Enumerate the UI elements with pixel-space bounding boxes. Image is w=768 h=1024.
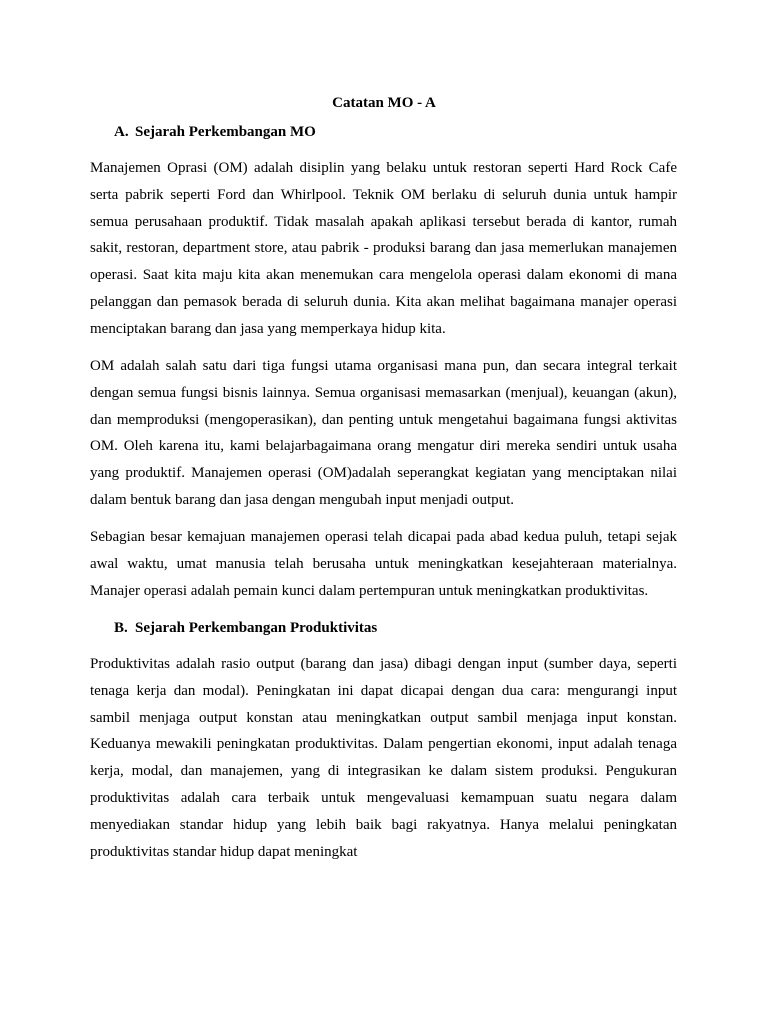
section-title: Sejarah Perkembangan MO <box>135 124 316 140</box>
section-number: A. <box>114 124 129 140</box>
section-number: B. <box>114 620 128 636</box>
paragraph-3: Sebagian besar kemajuan manajemen operasi telah dicapai pada abad kedua puluh, tetapi sejak awal waktu, umat manusia telah berusaha untuk meningkatkan kesejahteraan materialnya. Manajer operasi adalah pemain kunci dalam pertempuran untuk meningkatkan produktivitas. <box>90 529 677 599</box>
paragraph-1: Manajemen Oprasi (OM) adalah disiplin yang belaku untuk restoran seperti Hard Rock Cafe serta pabrik seperti Ford dan Whirlpool. Teknik OM berlaku di seluruh dunia untuk hampir semua perusahaan produktif. Tidak masalah apakah aplikasi tersebut berada di kantor, rumah sakit, restoran, department store, atau pabrik - produksi barang dan jasa memerlukan manajemen operasi. Saat kita maju kita akan menemukan cara mengelola operasi dalam ekonomi di mana pelanggan dan pemasok berada di seluruh dunia. Kita akan melihat bagaimana manajer operasi menciptakan barang dan jasa yang memperkaya hidup kita. <box>90 160 677 337</box>
section-title: Sejarah Perkembangan Produktivitas <box>135 620 378 636</box>
section-heading-b <box>114 618 377 638</box>
document-title: Catatan MO - A <box>332 95 436 111</box>
paragraph-2: OM adalah salah satu dari tiga fungsi utama organisasi mana pun, dan secara integral terkait dengan semua fungsi bisnis lainnya. Semua organisasi memasarkan (menjual), keuangan (akun), dan memproduksi (mengoperasikan), dan penting untuk mengetahui bagaimana fungsi aktivitas OM. Oleh karena itu, kami belajarbagaimana orang mengatur diri mereka sendiri untuk usaha yang produktif. Manajemen operasi (OM)adalah seperangkat kegiatan yang menciptakan nilai dalam bentuk barang dan jasa dengan mengubah input menjadi output. <box>90 358 677 508</box>
paragraph-4: Produktivitas adalah rasio output (barang dan jasa) dibagi dengan input (sumber daya, seperti tenaga kerja dan modal). Peningkatan ini dapat dicapai dengan dua cara: mengurangi input sambil menjaga output konstan atau meningkatkan output sambil menjaga input konstan. Keduanya mewakili peningkatan produktivitas. Dalam pengertian ekonomi, input adalah tenaga kerja, modal, dan manajemen, yang di integrasikan ke dalam sistem produksi. Pengukuran produktivitas adalah cara terbaik untuk mengevaluasi kemampuan suatu negara dalam menyediakan standar hidup yang lebih baik bagi rakyatnya. Hanya melalui peningkatan produktivitas standar hidup dapat meningkat <box>90 656 677 860</box>
section-heading-a <box>114 122 316 142</box>
